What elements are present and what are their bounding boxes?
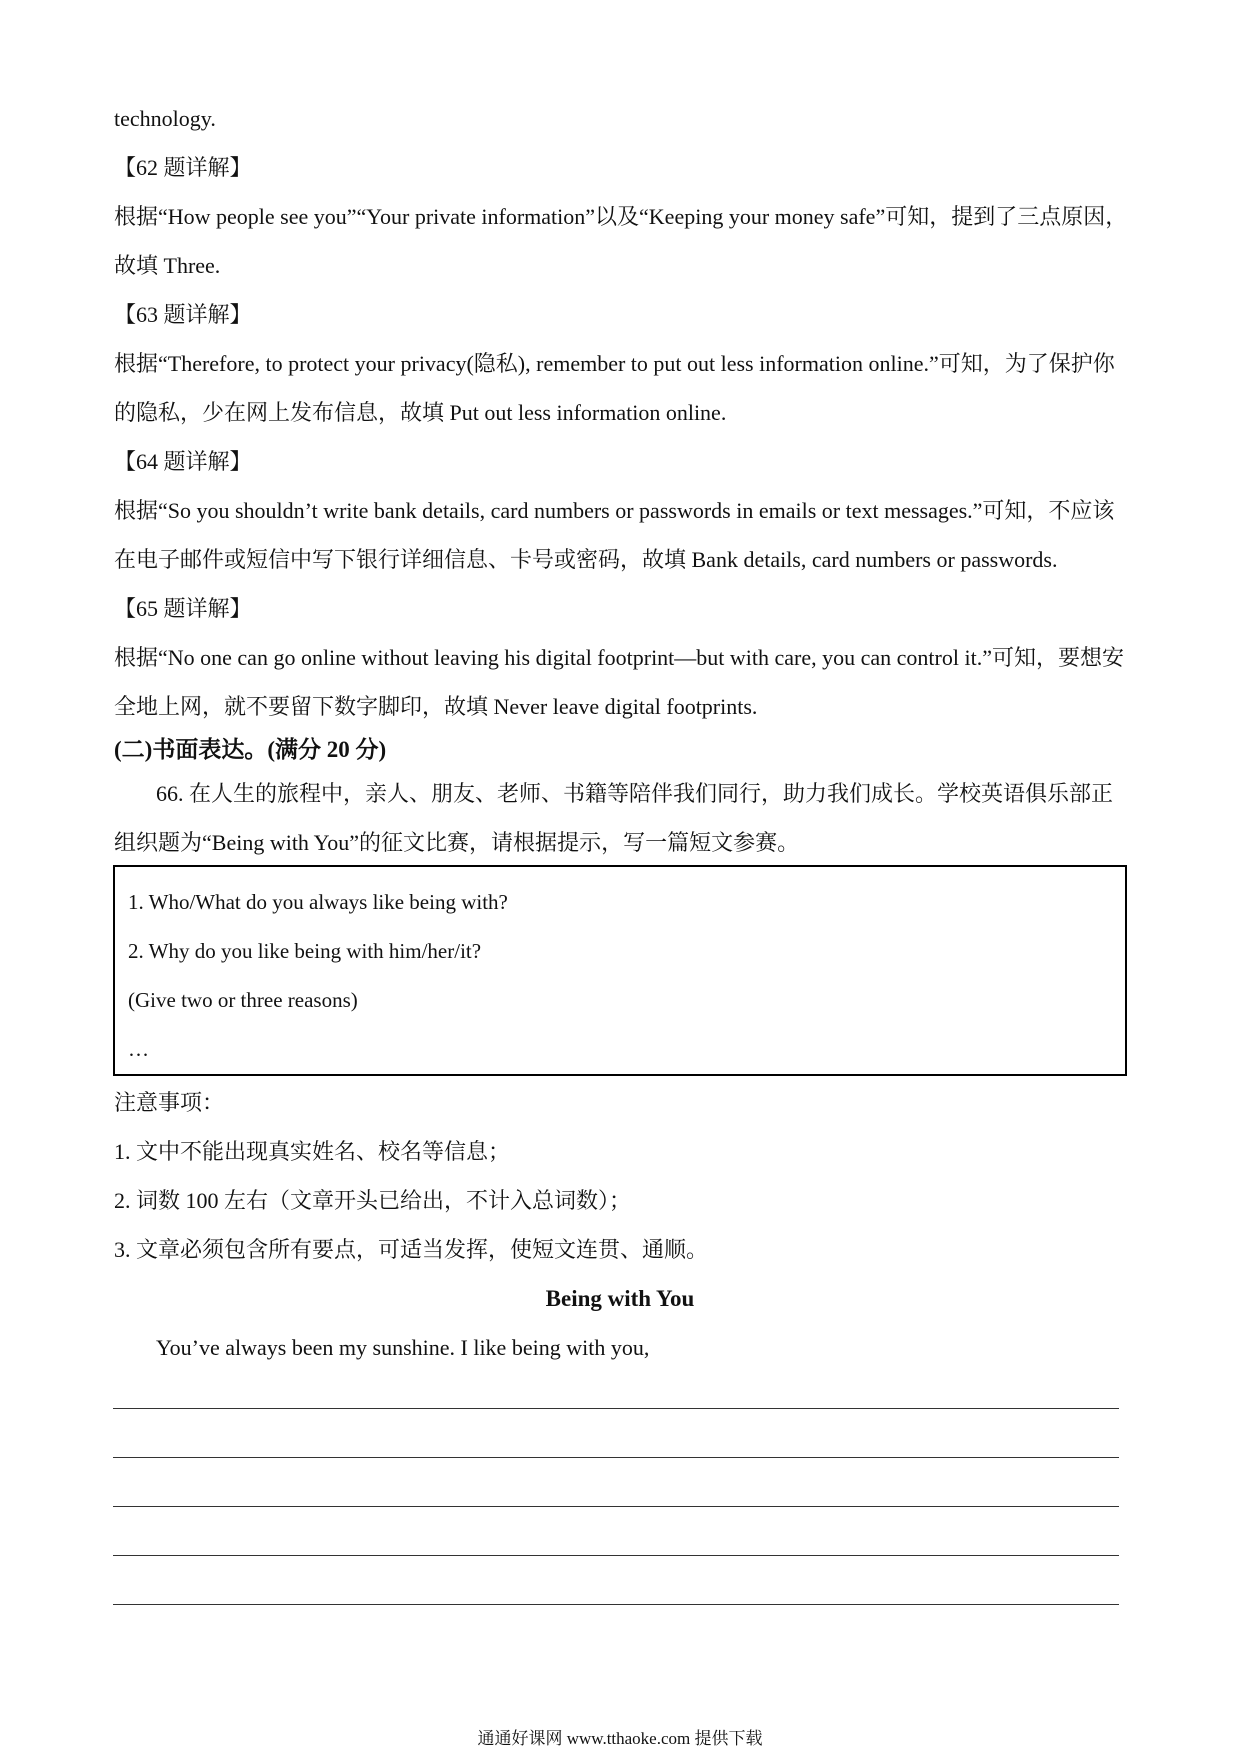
page-footer: 通通好课网 www.tthaoke.com 提供下载 xyxy=(477,1729,763,1748)
body-line: 全地上网，就不要留下数字脚印，故填 Never leave digital footprints. xyxy=(114,694,758,719)
note-item: 3. 文章必须包含所有要点，可适当发挥，使短文连贯、通顺。 xyxy=(114,1237,709,1262)
question-text-line-1: 66. 在人生的旅程中，亲人、朋友、老师、书籍等陪伴我们同行，助力我们成长。学校英语俱乐部正 xyxy=(156,781,1114,806)
section-heading: (二)书面表达。(满分 20 分) xyxy=(114,737,387,762)
notes-title: 注意事项： xyxy=(114,1090,225,1115)
prompt-item: (Give two or three reasons) xyxy=(128,988,358,1012)
essay-opening: You’ve always been my sunshine. I like being with you, xyxy=(156,1335,650,1360)
body-line: 根据“No one can go online without leaving his digital footprint—but with care, you can control it.”可知，要想安 xyxy=(114,645,1124,670)
prompt-box xyxy=(113,865,1127,1076)
note-item: 2. 词数 100 左右（文章开头已给出，不计入总词数）； xyxy=(114,1188,632,1213)
writing-line xyxy=(113,1506,1119,1507)
writing-line xyxy=(113,1604,1119,1605)
prompt-item: 1. Who/What do you always like being with? xyxy=(128,890,508,914)
answer-heading-63: 【63 题详解】 xyxy=(114,302,252,327)
prompt-item: … xyxy=(128,1037,149,1061)
body-line: 的隐私，少在网上发布信息，故填 Put out less information online. xyxy=(114,400,727,425)
body-line: 根据“So you shouldn’t write bank details, card numbers or passwords in emails or text messages.”可知，不应该 xyxy=(114,498,1115,523)
body-line: 故填 Three. xyxy=(114,253,221,278)
writing-line xyxy=(113,1408,1119,1409)
body-line: 根据“Therefore, to protect your privacy(隐私), remember to put out less information online.”可知，为了保护你 xyxy=(114,351,1115,376)
prompt-item: 2. Why do you like being with him/her/it? xyxy=(128,939,482,963)
note-item: 1. 文中不能出现真实姓名、校名等信息； xyxy=(114,1139,511,1164)
body-line: 根据“How people see you”“Your private information”以及“Keeping your money safe”可知，提到了三点原因， xyxy=(114,204,1128,229)
essay-title: Being with You xyxy=(545,1286,695,1311)
answer-heading-65: 【65 题详解】 xyxy=(114,596,252,621)
writing-line xyxy=(113,1555,1119,1556)
answer-heading-64: 【64 题详解】 xyxy=(114,449,252,474)
writing-line xyxy=(113,1457,1119,1458)
answer-heading-62: 【62 题详解】 xyxy=(114,155,252,180)
body-line: 在电子邮件或短信中写下银行详细信息、卡号或密码，故填 Bank details, card numbers or passwords. xyxy=(114,547,1058,572)
body-line: technology. xyxy=(114,106,216,131)
question-text-line-2: 组织题为“Being with You”的征文比赛，请根据提示，写一篇短文参赛。 xyxy=(114,830,800,855)
